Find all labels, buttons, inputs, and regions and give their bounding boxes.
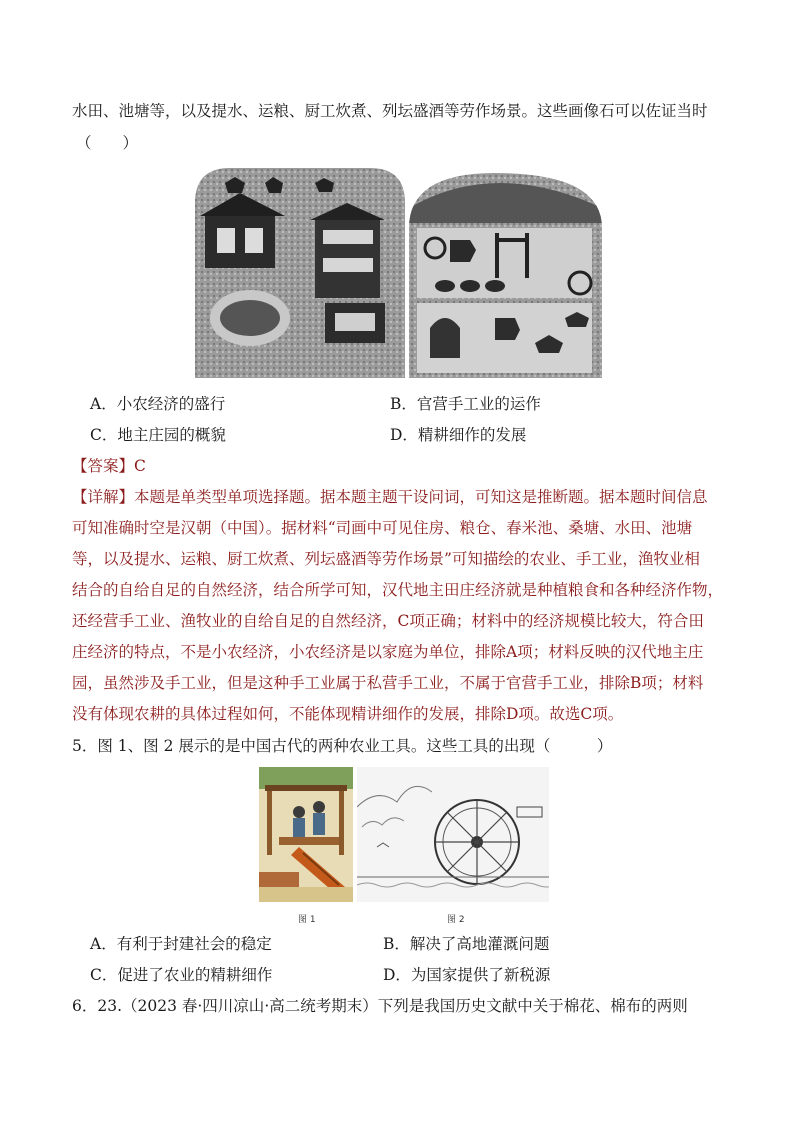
detail-line-3: 等，以及提水、运粮、厨工炊煮、列坛盛酒等劳作场景”可知描绘的农业、手工业，渔牧业相 (72, 550, 700, 568)
figure-1-caption: 图 1 (298, 915, 316, 925)
detail-tag: 【详解】 (72, 488, 135, 506)
detail-line-1 (72, 487, 708, 507)
q5-option-a: A．有利于封建社会的稳定 (90, 935, 272, 953)
chain-pump-illustration (259, 767, 353, 902)
detail-line-8: 没有体现农耕的具体过程如何，不能体现精讲细作的发展，排除D项。故选C项。 (72, 705, 624, 723)
q4-option-a: A．小农经济的盛行 (90, 395, 226, 413)
water-wheel-illustration (357, 767, 549, 902)
q4-answer-paren: （ ） (76, 134, 139, 152)
q4-option-c: C．地主庄园的概貌 (90, 426, 226, 444)
detail-line-5: 还经营手工业、渔牧业的自给自足的自然经济，C项正确；材料中的经济规模比较大，符合田 (72, 612, 704, 630)
q4-stem-tail: 水田、池塘等，以及提水、运粮、厨工炊煮、列坛盛酒等劳作场景。这些画像石可以佐证当时 (72, 102, 708, 120)
q5-option-c: C．促进了农业的精耕细作 (90, 966, 273, 984)
detail-text-1: 本题是单类型单项选择题。据本题主题干设问词，可知这是推断题。据本题时间信息 (134, 488, 708, 506)
q5-option-d: D．为国家提供了新税源 (383, 966, 551, 984)
q5-option-b: B．解决了高地灌溉问题 (383, 935, 550, 953)
figure-2-image (357, 767, 549, 902)
answer-line (72, 456, 146, 476)
figure-2-caption: 图 2 (447, 915, 465, 925)
stone-relief-illustration (195, 168, 603, 378)
q6-stem: 6．23.（2023 春·四川凉山·高二统考期末）下列是我国历史文献中关于棉花、棉布的两则 (72, 997, 688, 1015)
detail-line-2: 可知准确时空是汉朝（中国）。据材料“司画中可见住房、粮仓、春米池、桑塘、水田、池塘 (72, 519, 693, 537)
detail-line-4: 结合的自给自足的自然经济，结合所学可知，汉代地主田庄经济就是种植粮食和各种经济作物， (72, 581, 724, 599)
detail-line-6: 庄经济的特点，不是小农经济，小农经济是以家庭为单位，排除A项；材料反映的汉代地主庄 (72, 643, 704, 661)
answer-tag: 【答案】 (72, 457, 135, 475)
q4-option-b: B．官营手工业的运作 (390, 395, 541, 413)
q5-stem: 5．图 1、图 2 展示的是中国古代的两种农业工具。这些工具的出现（ ） (72, 737, 613, 755)
answer-value: C (134, 457, 146, 475)
stone-relief-image (195, 168, 603, 378)
detail-line-7: 园，虽然涉及手工业，但是这种手工业属于私营手工业，不属于官营手工业，排除B项；材料 (72, 674, 704, 692)
figure-1-image (259, 767, 353, 902)
q4-option-d: D．精耕细作的发展 (390, 426, 527, 444)
